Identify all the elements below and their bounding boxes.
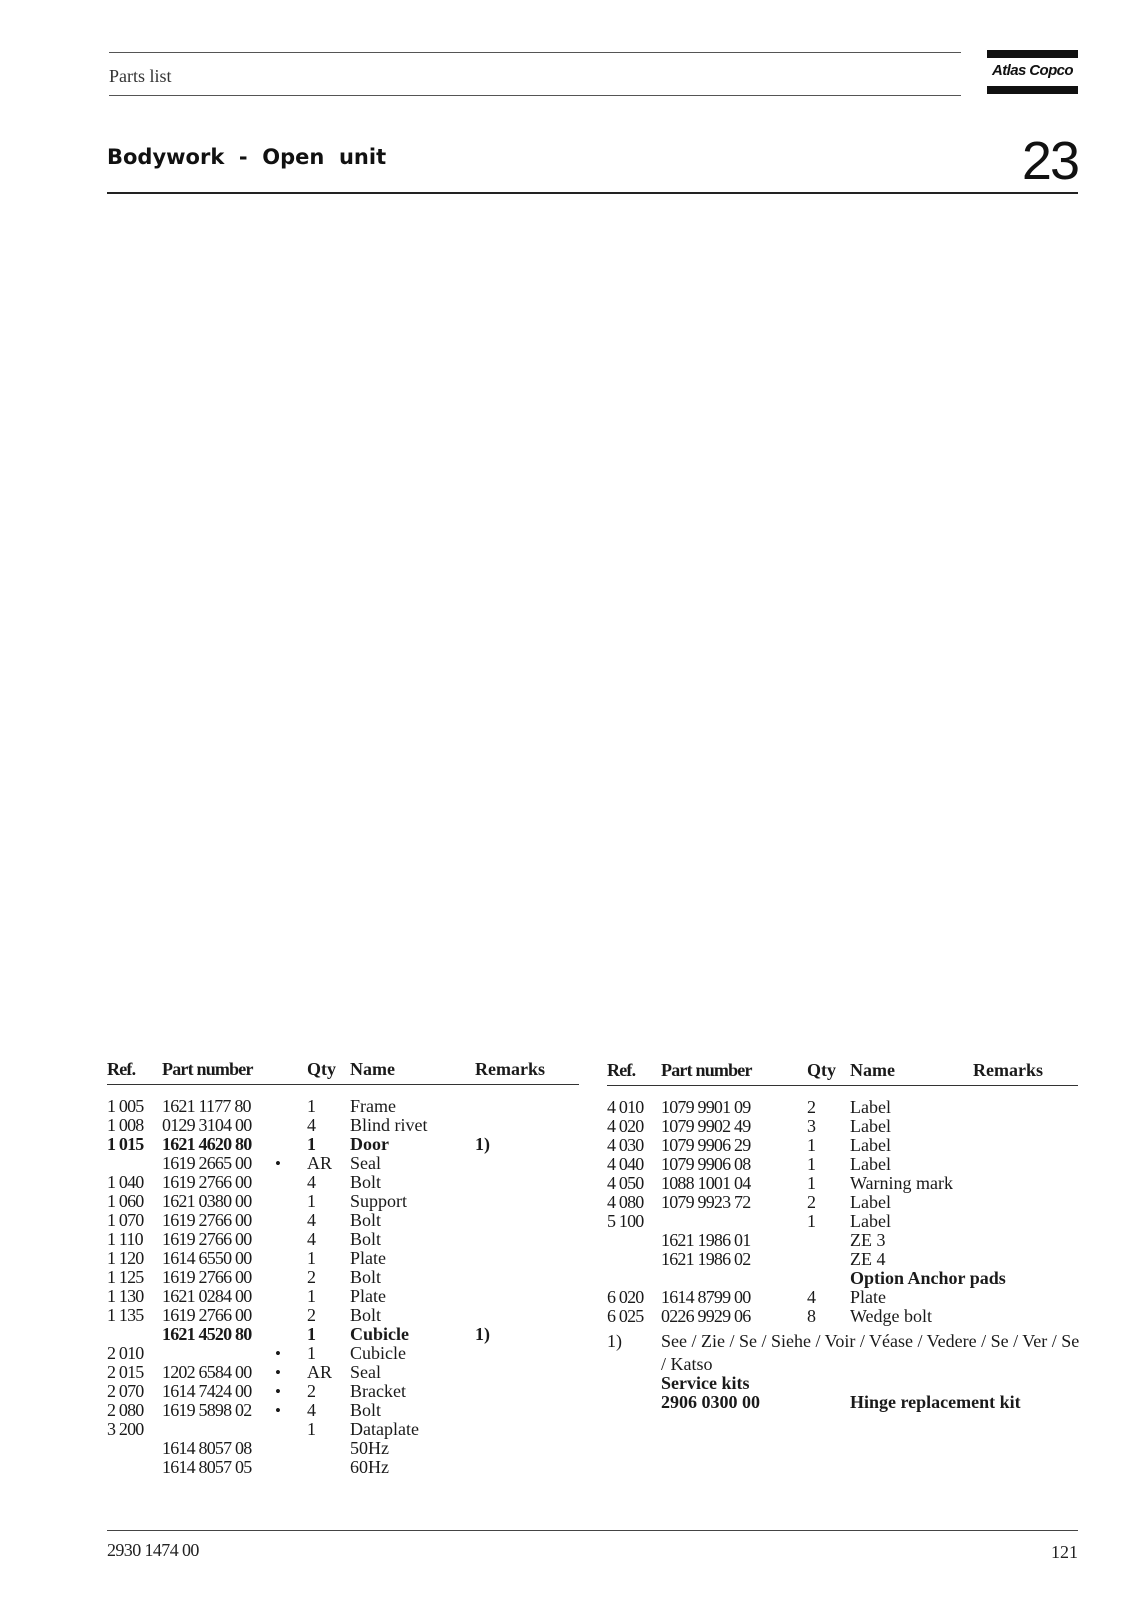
cell-name: Plate (350, 1248, 386, 1268)
cell-ref: 2 070 (107, 1381, 144, 1401)
cell-part-number: 1614 7424 00 (162, 1381, 252, 1401)
cell-qty: 1 (307, 1191, 316, 1211)
cell-part-number: 1614 8057 05 (162, 1457, 252, 1477)
cell-part-number: 1619 2766 00 (162, 1267, 252, 1287)
cell-ref: 5 100 (607, 1211, 644, 1231)
col-header-name: Name (350, 1059, 395, 1079)
footnote-line-2: / Katso (661, 1354, 713, 1374)
cell-qty: 4 (307, 1115, 316, 1135)
cell-kit-marker: • (275, 1401, 281, 1420)
cell-qty: 8 (807, 1306, 816, 1326)
cell-ref: 4 080 (607, 1192, 644, 1212)
cell-qty: 1 (307, 1248, 316, 1268)
cell-name: Plate (850, 1287, 886, 1307)
brand-logo (987, 50, 1078, 94)
cell-qty: 1 (307, 1096, 316, 1116)
col-header-qty: Qty (307, 1059, 336, 1079)
cell-part-number: 1621 4520 80 (162, 1324, 252, 1344)
section-label: Parts list (109, 66, 172, 86)
cell-ref: 1 060 (107, 1191, 144, 1211)
cell-name: Seal (350, 1153, 381, 1173)
cell-name: Bolt (350, 1400, 382, 1420)
cell-part-number: 1079 9906 08 (661, 1154, 751, 1174)
cell-part-number: 0226 9929 06 (661, 1306, 751, 1326)
chapter-number: 23 (1021, 131, 1078, 191)
cell-ref: 1 125 (107, 1267, 144, 1287)
cell-ref: 6 020 (607, 1287, 644, 1307)
cell-kit-marker: • (275, 1382, 281, 1401)
cell-part-number: 1619 5898 02 (162, 1400, 252, 1420)
footnote-line-1: See / Zie / Se / Siehe / Voir / Véase / Vedere / Se / Ver / Se (661, 1331, 1080, 1351)
table-header-rule (107, 1084, 579, 1085)
cell-remarks: 1) (475, 1324, 490, 1344)
title-rule (107, 192, 1078, 194)
cell-ref: 2 080 (107, 1400, 144, 1420)
cell-name: Warning mark (850, 1173, 954, 1193)
cell-name: Door (350, 1134, 389, 1154)
cell-name: Label (850, 1192, 891, 1212)
cell-name: 60Hz (350, 1457, 389, 1477)
cell-name: Bracket (350, 1381, 406, 1401)
cell-ref: 1 005 (107, 1096, 144, 1116)
cell-part-number: 1621 0284 00 (162, 1286, 252, 1306)
cell-ref: 1 120 (107, 1248, 144, 1268)
parts-table-right (607, 1061, 1079, 1441)
cell-ref: 4 050 (607, 1173, 644, 1193)
page-number: 121 (1051, 1542, 1078, 1562)
cell-ref: 1 015 (107, 1134, 144, 1154)
cell-qty: 1 (807, 1154, 816, 1174)
cell-part-number: 1621 1177 80 (162, 1096, 251, 1116)
cell-ref: 4 040 (607, 1154, 644, 1174)
header-bottom-rule (109, 95, 961, 96)
cell-part-number: 1079 9906 29 (661, 1135, 751, 1155)
footnote-marker: 1) (607, 1331, 622, 1351)
cell-qty: 1 (307, 1286, 316, 1306)
kit-part-number: 2906 0300 00 (661, 1392, 760, 1412)
cell-name: Bolt (350, 1305, 382, 1325)
cell-name: Label (850, 1097, 891, 1117)
kit-name: Hinge replacement kit (850, 1392, 1021, 1412)
parts-table-left (107, 1060, 579, 1480)
cell-name: Plate (350, 1286, 386, 1306)
cell-name: Bolt (350, 1172, 382, 1192)
cell-kit-marker: • (275, 1154, 281, 1173)
cell-ref: 1 040 (107, 1172, 144, 1192)
cell-part-number: 1614 6550 00 (162, 1248, 252, 1268)
cell-part-number: 1079 9901 09 (661, 1097, 751, 1117)
cell-ref: 1 130 (107, 1286, 144, 1306)
cell-ref: 1 110 (107, 1229, 143, 1249)
cell-name: Bolt (350, 1210, 382, 1230)
cell-qty: 1 (807, 1173, 816, 1193)
cell-qty: 2 (307, 1381, 316, 1401)
cell-part-number: 1079 9923 72 (661, 1192, 751, 1212)
cell-part-number: 1619 2766 00 (162, 1210, 252, 1230)
cell-qty: 2 (307, 1305, 316, 1325)
cell-qty: 1 (807, 1211, 816, 1231)
cell-name: Wedge bolt (850, 1306, 933, 1326)
cell-name: Cubicle (350, 1324, 410, 1344)
cell-name: Bolt (350, 1229, 382, 1249)
cell-qty: 1 (307, 1134, 316, 1154)
cell-qty: 4 (307, 1210, 316, 1230)
cell-name: Blind rivet (350, 1115, 428, 1135)
cell-qty: 2 (807, 1097, 816, 1117)
cell-name: Option Anchor pads (850, 1268, 1006, 1288)
col-header-ref: Ref. (607, 1060, 636, 1080)
cell-part-number: 1619 2766 00 (162, 1305, 252, 1325)
logo-top-bar (987, 50, 1078, 58)
cell-qty: AR (307, 1153, 333, 1173)
col-header-name: Name (850, 1060, 895, 1080)
cell-name: Label (850, 1154, 891, 1174)
cell-qty: 4 (807, 1287, 816, 1307)
header-top-rule (109, 52, 961, 53)
page-title: Bodywork - Open unit (107, 145, 387, 169)
footer-rule (107, 1530, 1078, 1531)
cell-part-number: 1621 0380 00 (162, 1191, 252, 1211)
cell-part-number: 1619 2665 00 (162, 1153, 252, 1173)
cell-part-number: 1614 8057 08 (162, 1438, 252, 1458)
col-header-part-number: Part number (661, 1060, 752, 1080)
cell-part-number: 1619 2766 00 (162, 1172, 252, 1192)
cell-qty: 4 (307, 1400, 316, 1420)
cell-ref: 1 070 (107, 1210, 144, 1230)
table-header-rule (607, 1085, 1078, 1086)
cell-ref: 1 008 (107, 1115, 144, 1135)
cell-name: ZE 4 (850, 1249, 886, 1269)
cell-ref: 4 030 (607, 1135, 644, 1155)
document-number: 2930 1474 00 (107, 1540, 199, 1560)
cell-qty: AR (307, 1362, 333, 1382)
logo-bottom-bar (987, 86, 1078, 94)
cell-qty: 1 (307, 1324, 316, 1344)
cell-part-number: 1621 4620 80 (162, 1134, 252, 1154)
col-header-part-number: Part number (162, 1059, 253, 1079)
cell-ref: 1 135 (107, 1305, 144, 1325)
cell-kit-marker: • (275, 1363, 281, 1382)
cell-name: 50Hz (350, 1438, 389, 1458)
cell-name: Seal (350, 1362, 381, 1382)
cell-name: Bolt (350, 1267, 382, 1287)
cell-qty: 1 (307, 1343, 316, 1363)
cell-qty: 4 (307, 1229, 316, 1249)
cell-ref: 2 010 (107, 1343, 144, 1363)
cell-ref: 2 015 (107, 1362, 144, 1382)
logo-text: Atlas Copco (992, 62, 1073, 79)
cell-qty: 1 (307, 1419, 316, 1439)
cell-qty: 2 (307, 1267, 316, 1287)
cell-part-number: 1614 8799 00 (661, 1287, 751, 1307)
cell-name: Label (850, 1135, 891, 1155)
cell-name: ZE 3 (850, 1230, 886, 1250)
cell-name: Label (850, 1116, 891, 1136)
cell-name: Frame (350, 1096, 396, 1116)
cell-qty: 4 (307, 1172, 316, 1192)
cell-name: Cubicle (350, 1343, 406, 1363)
cell-kit-marker: • (275, 1344, 281, 1363)
col-header-qty: Qty (807, 1060, 836, 1080)
cell-ref: 6 025 (607, 1306, 644, 1326)
cell-name: Dataplate (350, 1419, 419, 1439)
cell-ref: 4 010 (607, 1097, 644, 1117)
cell-part-number: 1079 9902 49 (661, 1116, 751, 1136)
cell-name: Label (850, 1211, 891, 1231)
cell-ref: 4 020 (607, 1116, 644, 1136)
cell-part-number: 0129 3104 00 (162, 1115, 252, 1135)
col-header-remarks: Remarks (475, 1059, 545, 1079)
service-kits-heading: Service kits (661, 1373, 750, 1393)
col-header-remarks: Remarks (973, 1060, 1043, 1080)
cell-ref: 3 200 (107, 1419, 144, 1439)
col-header-ref: Ref. (107, 1059, 136, 1079)
cell-qty: 2 (807, 1192, 816, 1212)
cell-part-number: 1621 1986 01 (661, 1230, 751, 1250)
cell-name: Support (350, 1191, 408, 1211)
cell-part-number: 1202 6584 00 (162, 1362, 252, 1382)
cell-remarks: 1) (475, 1134, 490, 1154)
cell-part-number: 1621 1986 02 (661, 1249, 751, 1269)
cell-part-number: 1619 2766 00 (162, 1229, 252, 1249)
cell-qty: 1 (807, 1135, 816, 1155)
cell-qty: 3 (807, 1116, 816, 1136)
cell-part-number: 1088 1001 04 (661, 1173, 751, 1193)
